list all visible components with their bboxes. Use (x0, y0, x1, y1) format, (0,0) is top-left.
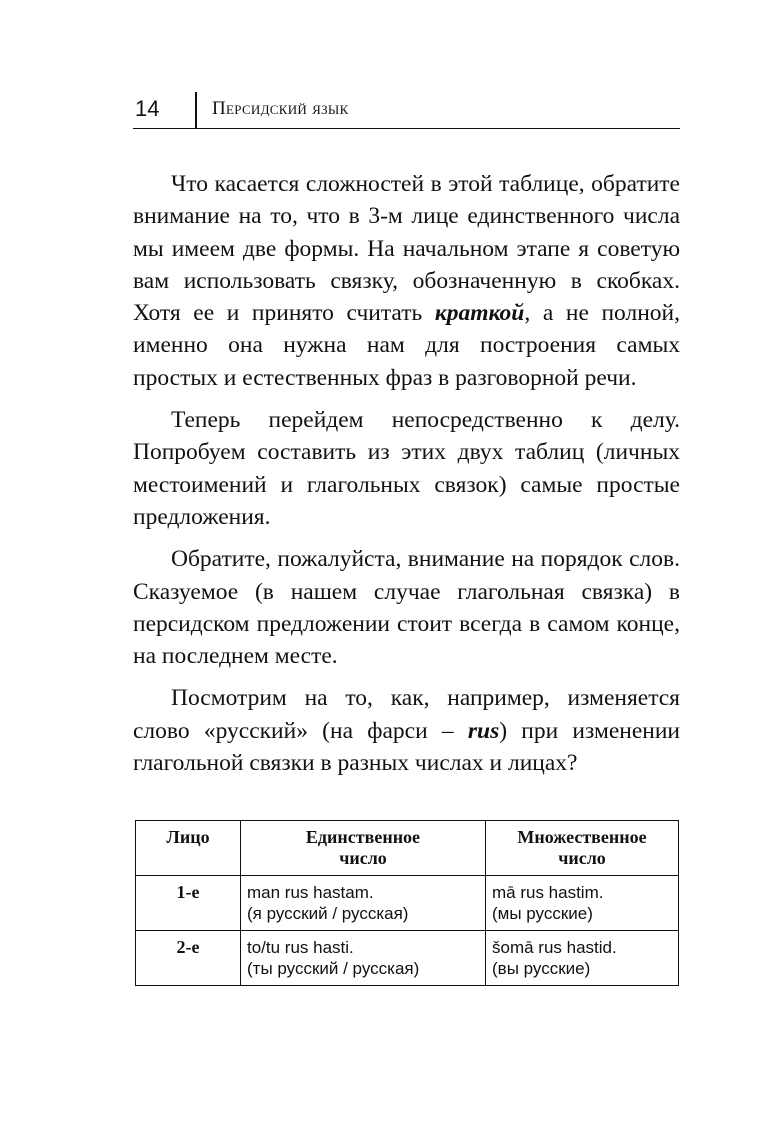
table-header-row (136, 821, 679, 876)
person-cell: 1-е (136, 876, 241, 931)
singular-russian: (ты русский / русская) (247, 959, 420, 978)
header-singular: Единственное число (241, 821, 486, 876)
singular-cell (241, 876, 486, 931)
running-title: Персидский язык (212, 98, 349, 119)
paragraph-4-italic: rus (467, 717, 500, 744)
conjugation-table (135, 820, 679, 986)
header-plural: Множественное число (486, 821, 679, 876)
page-number: 14 (135, 96, 160, 121)
plural-russian: (вы русские) (492, 959, 591, 978)
singular-translit: to/tu rus hasti. (247, 938, 354, 957)
table-row (136, 931, 679, 986)
page-header (133, 92, 680, 129)
paragraph-2: Теперь перейдем непосредственно к делу. Попробуем составить из этих двух таблиц (личных местоимений и глагольных связок) самые простые предложения. (133, 407, 680, 530)
plural-russian: (мы русские) (492, 904, 593, 923)
paragraph-1-italic: краткой (434, 300, 525, 327)
paragraph-1-text: Что касается сложностей в этой таблице, обратите внимание на то, что в 3-м лице единственного числа мы имеем две формы. На начальном этапе я советую вам использовать связку, обозначенную в скобках. Хотя ее и принято считать (133, 171, 680, 327)
paragraph-4-end: ) при изменении глагольной связки в разных числах и лицах? (133, 717, 680, 777)
paragraph-1 (133, 168, 680, 394)
table-row (136, 876, 679, 931)
plural-cell (486, 931, 679, 986)
paragraph-1-tail: , а не полной, именно она нужна нам для построения самых простых и естественных фраз в разговорной речи. (133, 300, 680, 391)
plural-translit: šomā rus hastid. (492, 938, 617, 957)
paragraph-4 (133, 682, 680, 779)
person-cell: 2-е (136, 931, 241, 986)
paragraph-3: Обратите, пожалуйста, внимание на порядок слов. Сказуемое (в нашем случае глагольная связка) в персидском предложении стоит всегда в самом конце, на последнем месте. (133, 546, 680, 670)
paragraph-4-start: Посмотрим на то, как, например, изменяется слово «русский» (на фарси – (133, 685, 680, 744)
plural-cell (486, 876, 679, 931)
body-text (133, 168, 680, 789)
singular-translit: man rus hastam. (247, 883, 374, 902)
header-person: Лицо (136, 821, 241, 876)
plural-translit: mā rus hastim. (492, 883, 604, 902)
singular-russian: (я русский / русская) (247, 904, 409, 923)
header-divider (195, 92, 197, 128)
singular-cell (241, 931, 486, 986)
